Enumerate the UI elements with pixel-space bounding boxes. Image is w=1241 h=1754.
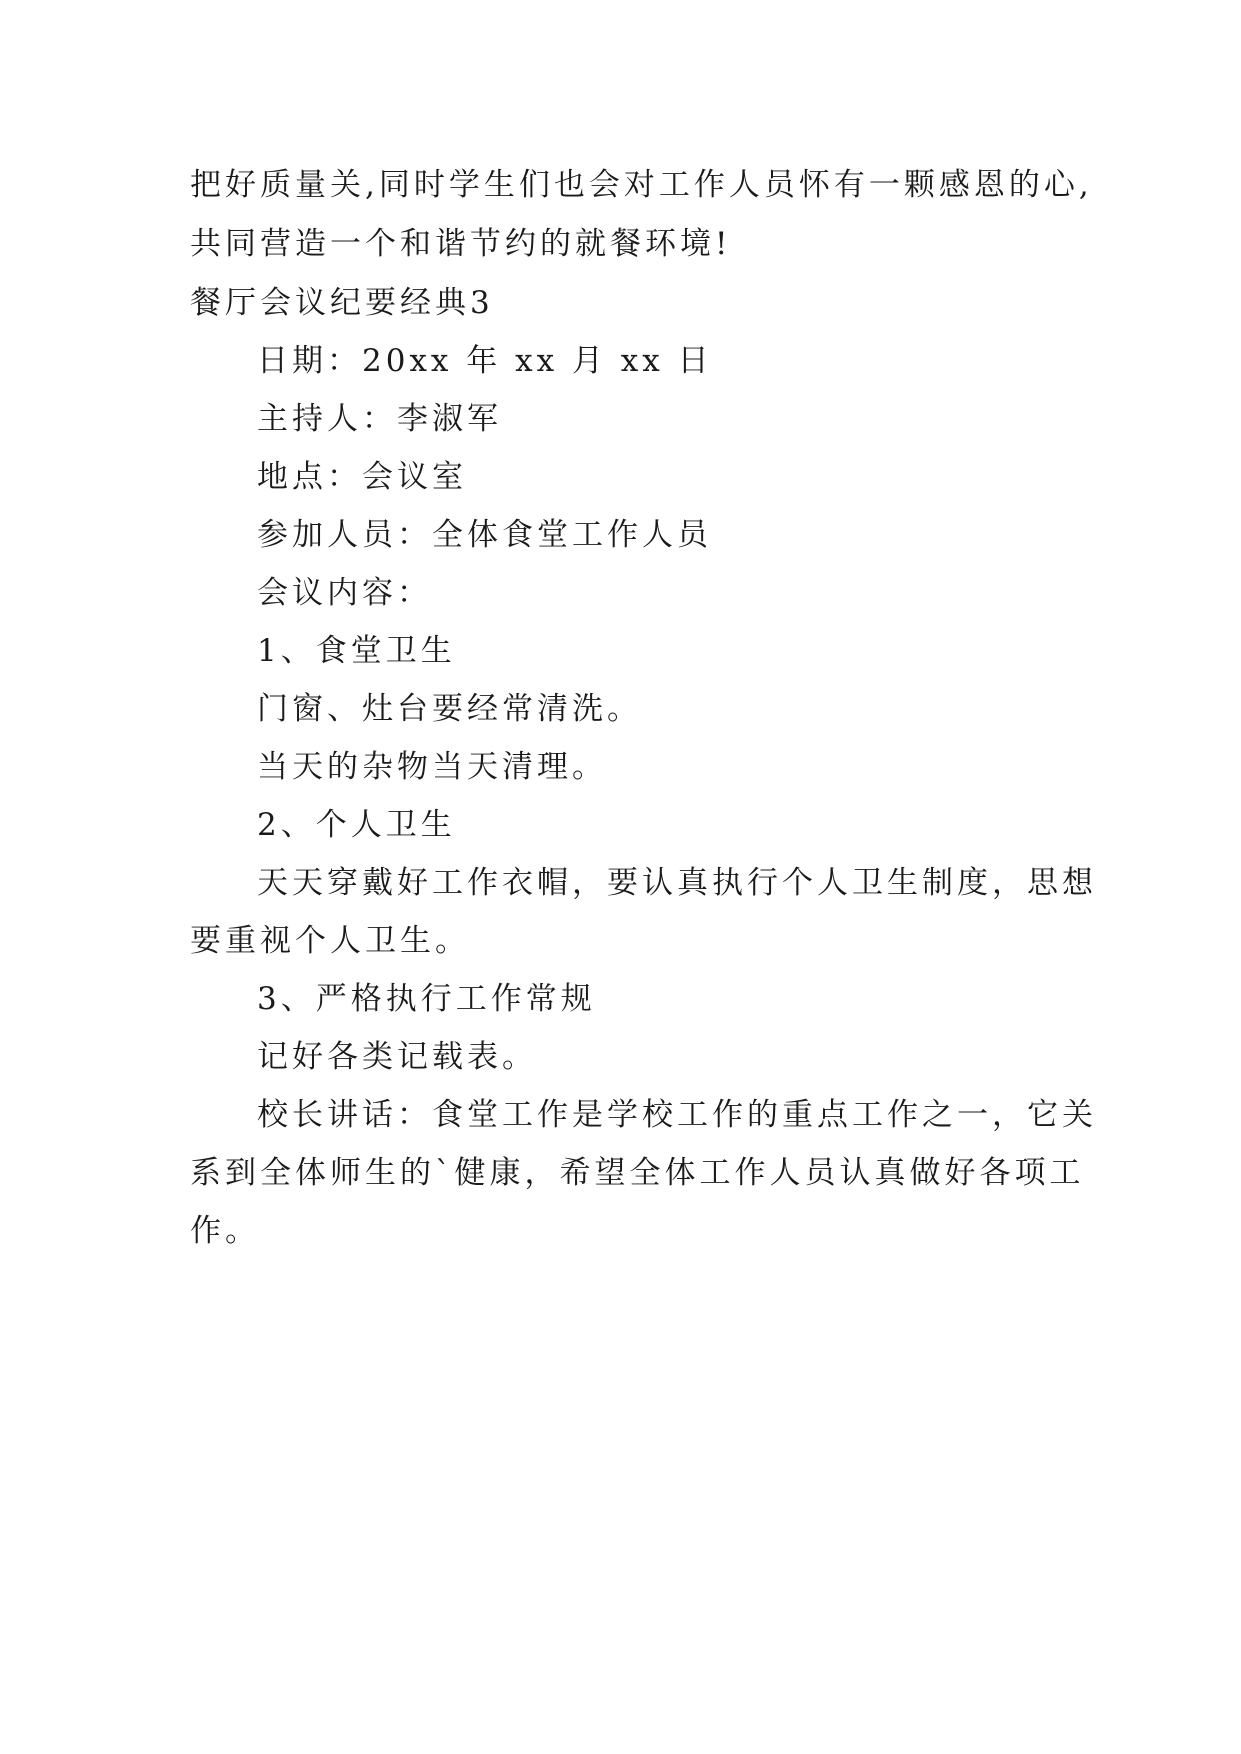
paragraph-line: 系到全体师生的`健康，希望全体工作人员认真做好各项工: [190, 1155, 1085, 1191]
list-item-heading: 3、严格执行工作常规: [257, 981, 596, 1017]
paragraph-line: 共同营造一个和谐节约的就餐环境!: [190, 226, 732, 262]
paragraph-line: 作。: [190, 1213, 260, 1249]
meeting-host: 主持人：李淑军: [257, 401, 502, 437]
meeting-location: 地点：会议室: [257, 459, 467, 495]
paragraph-line: 把好质量关,同时学生们也会对工作人员怀有一颗感恩的心,: [190, 167, 1093, 203]
paragraph-line: 记好各类记载表。: [257, 1039, 537, 1075]
list-item-heading: 2、个人卫生: [257, 807, 456, 843]
section-heading: 餐厅会议纪要经典3: [190, 285, 494, 321]
meeting-date: 日期：20xx 年 xx 月 xx 日: [257, 343, 713, 379]
paragraph-line: 要重视个人卫生。: [190, 923, 470, 959]
paragraph-line: 门窗、灶台要经常清洗。: [257, 691, 642, 727]
meeting-content-label: 会议内容：: [257, 575, 432, 611]
list-item-heading: 1、食堂卫生: [257, 633, 456, 669]
meeting-attendees: 参加人员：全体食堂工作人员: [257, 517, 712, 553]
paragraph-line: 校长讲话：食堂工作是学校工作的重点工作之一，它关: [257, 1097, 1097, 1133]
paragraph-line: 当天的杂物当天清理。: [257, 749, 607, 785]
paragraph-line: 天天穿戴好工作衣帽，要认真执行个人卫生制度，思想: [257, 865, 1097, 901]
